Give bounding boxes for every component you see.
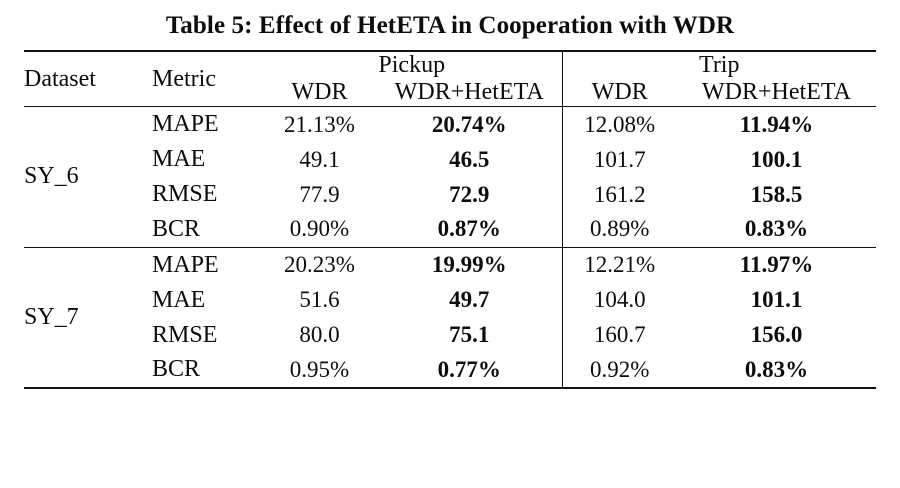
- table-row: [24, 283, 876, 318]
- value-pickup-wdr: 0.90%: [289, 216, 350, 242]
- table-row: [24, 318, 876, 353]
- value-pickup-heteta: 49.7: [449, 287, 490, 312]
- header-dataset: Dataset: [24, 65, 96, 92]
- value-pickup-wdr: 0.95%: [289, 356, 350, 382]
- value-pickup-heteta: 46.5: [449, 146, 490, 172]
- metric-label: MAE: [152, 286, 206, 313]
- value-trip-heteta: 11.94%: [739, 111, 814, 137]
- value-pickup-heteta: 0.87%: [437, 216, 501, 242]
- value-trip-heteta: 156.0: [750, 322, 803, 347]
- value-trip-heteta: 158.5: [750, 181, 803, 207]
- header-trip-wdr-heteta: WDR+HetETA: [702, 79, 851, 105]
- value-trip-heteta: 0.83%: [744, 216, 809, 242]
- value-pickup-heteta: 19.99%: [431, 252, 507, 277]
- table-row: [24, 353, 876, 388]
- metric-label: RMSE: [152, 181, 218, 207]
- table-row: [24, 212, 876, 247]
- value-trip-wdr: 160.7: [562, 318, 677, 353]
- value-trip-wdr: 101.7: [562, 142, 677, 177]
- metric-label: MAE: [152, 146, 206, 172]
- metric-label: RMSE: [152, 321, 218, 348]
- value-trip-wdr: 12.21%: [562, 248, 677, 283]
- value-trip-wdr: 104.0: [562, 283, 677, 318]
- table-row: [24, 142, 876, 177]
- header-pickup-wdr-heteta: WDR+HetETA: [394, 79, 544, 105]
- metric-label: MAPE: [152, 111, 219, 137]
- value-pickup-wdr: 80.0: [299, 322, 340, 347]
- value-pickup-wdr: 20.23%: [284, 252, 355, 277]
- header-metric: Metric: [152, 65, 216, 92]
- metric-label: MAPE: [152, 251, 219, 278]
- value-pickup-heteta: 75.1: [449, 322, 490, 347]
- value-pickup-wdr: 21.13%: [284, 111, 355, 137]
- header-group-row: [24, 52, 876, 79]
- value-trip-wdr: 0.92%: [562, 353, 677, 388]
- value-trip-heteta: 0.83%: [744, 356, 809, 382]
- value-pickup-wdr: 51.6: [299, 287, 340, 312]
- value-pickup-wdr: 49.1: [299, 146, 340, 172]
- dataset-label: SY_6: [24, 163, 79, 190]
- table-row: [24, 177, 876, 212]
- metric-label: BCR: [152, 215, 201, 242]
- value-trip-wdr: 161.2: [562, 177, 677, 212]
- value-pickup-heteta: 20.74%: [431, 111, 507, 137]
- value-trip-heteta: 11.97%: [739, 252, 814, 277]
- value-trip-wdr: 0.89%: [562, 212, 677, 247]
- value-trip-heteta: 101.1: [750, 287, 803, 312]
- value-pickup-heteta: 72.9: [449, 181, 490, 207]
- header-group-pickup: Pickup: [378, 52, 446, 78]
- metric-label: BCR: [152, 356, 201, 382]
- value-pickup-wdr: 77.9: [299, 181, 340, 207]
- table-caption: Table 5: Effect of HetETA in Cooperation with WDR: [165, 12, 735, 39]
- table-row: [24, 107, 876, 142]
- value-trip-heteta: 100.1: [750, 146, 803, 172]
- dataset-label: SY_7: [24, 303, 79, 330]
- table-row: [24, 248, 876, 283]
- value-pickup-heteta: 0.77%: [437, 356, 501, 382]
- value-trip-wdr: 12.08%: [562, 107, 677, 142]
- header-pickup-wdr: WDR: [291, 79, 348, 105]
- results-table: [24, 50, 876, 389]
- table-bottom-rule: [24, 388, 876, 389]
- header-trip-wdr: WDR: [562, 79, 677, 107]
- header-group-trip: Trip: [562, 52, 876, 79]
